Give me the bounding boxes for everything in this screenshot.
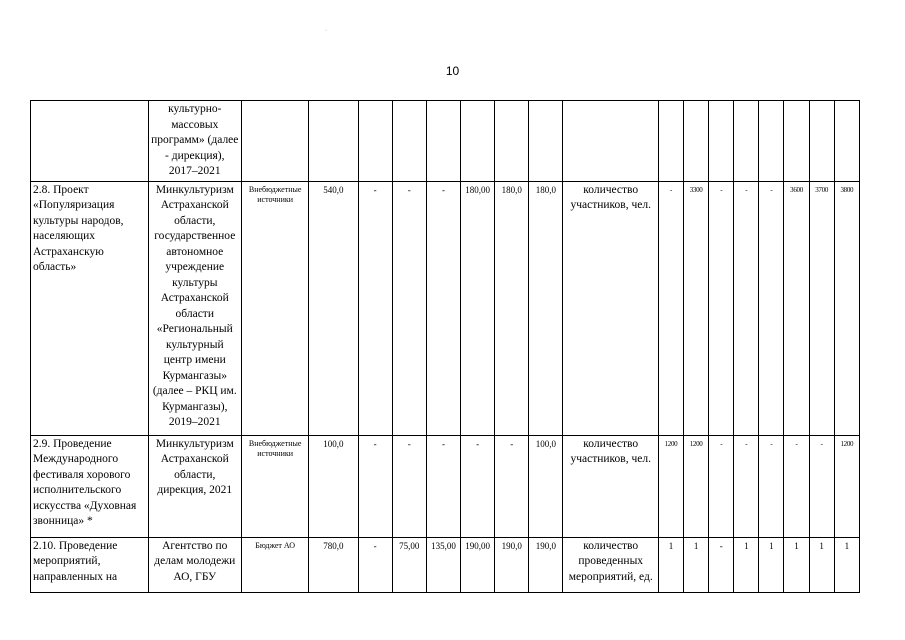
indicator-value: - xyxy=(759,435,784,537)
funding-source: Внебюджетные источники xyxy=(242,435,309,537)
measure-name: 2.9. Проведение Международного фестиваля хорового исполнительского искусства «Духовная звонница» * xyxy=(31,435,149,537)
indicator-value: 3800 xyxy=(834,181,859,435)
year-amount: 180,0 xyxy=(529,181,563,435)
indicator-value: 1200 xyxy=(684,435,709,537)
indicator-value xyxy=(834,101,859,182)
executor-cell: Минкультуризм Астраханской области, дирекция, 2021 xyxy=(148,435,241,537)
year-amount: - xyxy=(392,435,426,537)
year-amount xyxy=(392,101,426,182)
year-amount: - xyxy=(358,435,392,537)
indicator-value: - xyxy=(709,435,734,537)
indicator-value: 1200 xyxy=(834,435,859,537)
indicator-value xyxy=(734,101,759,182)
year-amount: - xyxy=(495,435,529,537)
executor-cell: Минкультуризм Астраханской области, государственное автономное учреждение культуры Астраханской области «Региональный культурный центр имени Курмангазы» (далее – РКЦ им. Курмангазы), 2019–2021 xyxy=(148,181,241,435)
year-amount: 135,00 xyxy=(426,537,460,592)
program-table xyxy=(30,100,860,593)
indicator-value xyxy=(784,101,809,182)
indicator-value: 1 xyxy=(684,537,709,592)
year-amount: 190,0 xyxy=(495,537,529,592)
table-row xyxy=(31,101,860,182)
indicator-value: - xyxy=(709,537,734,592)
measure-name xyxy=(31,101,149,182)
indicator-value: 1 xyxy=(809,537,834,592)
table-row xyxy=(31,181,860,435)
indicator-value xyxy=(809,101,834,182)
indicator-value: - xyxy=(709,181,734,435)
year-amount xyxy=(529,101,563,182)
measure-name: 2.8. Проект «Популяризация культуры народов, населяющих Астраханскую область» xyxy=(31,181,149,435)
year-amount: - xyxy=(426,181,460,435)
indicator-value: - xyxy=(734,181,759,435)
table-row xyxy=(31,435,860,537)
indicator-name: количество проведенных мероприятий, ед. xyxy=(563,537,658,592)
indicator-value: 3700 xyxy=(809,181,834,435)
indicator-value xyxy=(759,101,784,182)
indicator-value: - xyxy=(658,181,683,435)
indicator-name: количество участников, чел. xyxy=(563,181,658,435)
year-amount: 75,00 xyxy=(392,537,426,592)
funding-source: Внебюджетные источники xyxy=(242,181,309,435)
page-number: 10 xyxy=(445,64,460,78)
indicator-value: 1 xyxy=(658,537,683,592)
year-amount: - xyxy=(426,435,460,537)
total-amount: 780,0 xyxy=(309,537,358,592)
year-amount: - xyxy=(461,435,495,537)
indicator-value: 3600 xyxy=(784,181,809,435)
year-amount: 190,0 xyxy=(529,537,563,592)
scan-speck: · xyxy=(325,28,327,34)
year-amount xyxy=(426,101,460,182)
indicator-value: 3300 xyxy=(684,181,709,435)
total-amount xyxy=(309,101,358,182)
year-amount: - xyxy=(392,181,426,435)
indicator-value: 1 xyxy=(734,537,759,592)
indicator-value: - xyxy=(734,435,759,537)
executor-cell: культурно-массовых программ» (далее - дирекция), 2017–2021 xyxy=(148,101,241,182)
funding-source xyxy=(242,101,309,182)
total-amount: 100,0 xyxy=(309,435,358,537)
indicator-value xyxy=(684,101,709,182)
indicator-value: 1200 xyxy=(658,435,683,537)
year-amount: 180,00 xyxy=(461,181,495,435)
year-amount xyxy=(461,101,495,182)
indicator-value: - xyxy=(759,181,784,435)
total-amount: 540,0 xyxy=(309,181,358,435)
year-amount xyxy=(358,101,392,182)
measure-name: 2.10. Проведение мероприятий, направленных на xyxy=(31,537,149,592)
indicator-value: 1 xyxy=(759,537,784,592)
indicator-name xyxy=(563,101,658,182)
executor-cell: Агентство по делам молодежи АО, ГБУ xyxy=(148,537,241,592)
year-amount: 180,0 xyxy=(495,181,529,435)
indicator-value: - xyxy=(809,435,834,537)
indicator-value xyxy=(658,101,683,182)
indicator-value xyxy=(709,101,734,182)
year-amount: - xyxy=(358,537,392,592)
year-amount: 100,0 xyxy=(529,435,563,537)
funding-source: Бюджет АО xyxy=(242,537,309,592)
indicator-name: количество участников, чел. xyxy=(563,435,658,537)
year-amount xyxy=(495,101,529,182)
year-amount: - xyxy=(358,181,392,435)
indicator-value: - xyxy=(784,435,809,537)
year-amount: 190,00 xyxy=(461,537,495,592)
indicator-value: 1 xyxy=(834,537,859,592)
table-row xyxy=(31,537,860,592)
indicator-value: 1 xyxy=(784,537,809,592)
